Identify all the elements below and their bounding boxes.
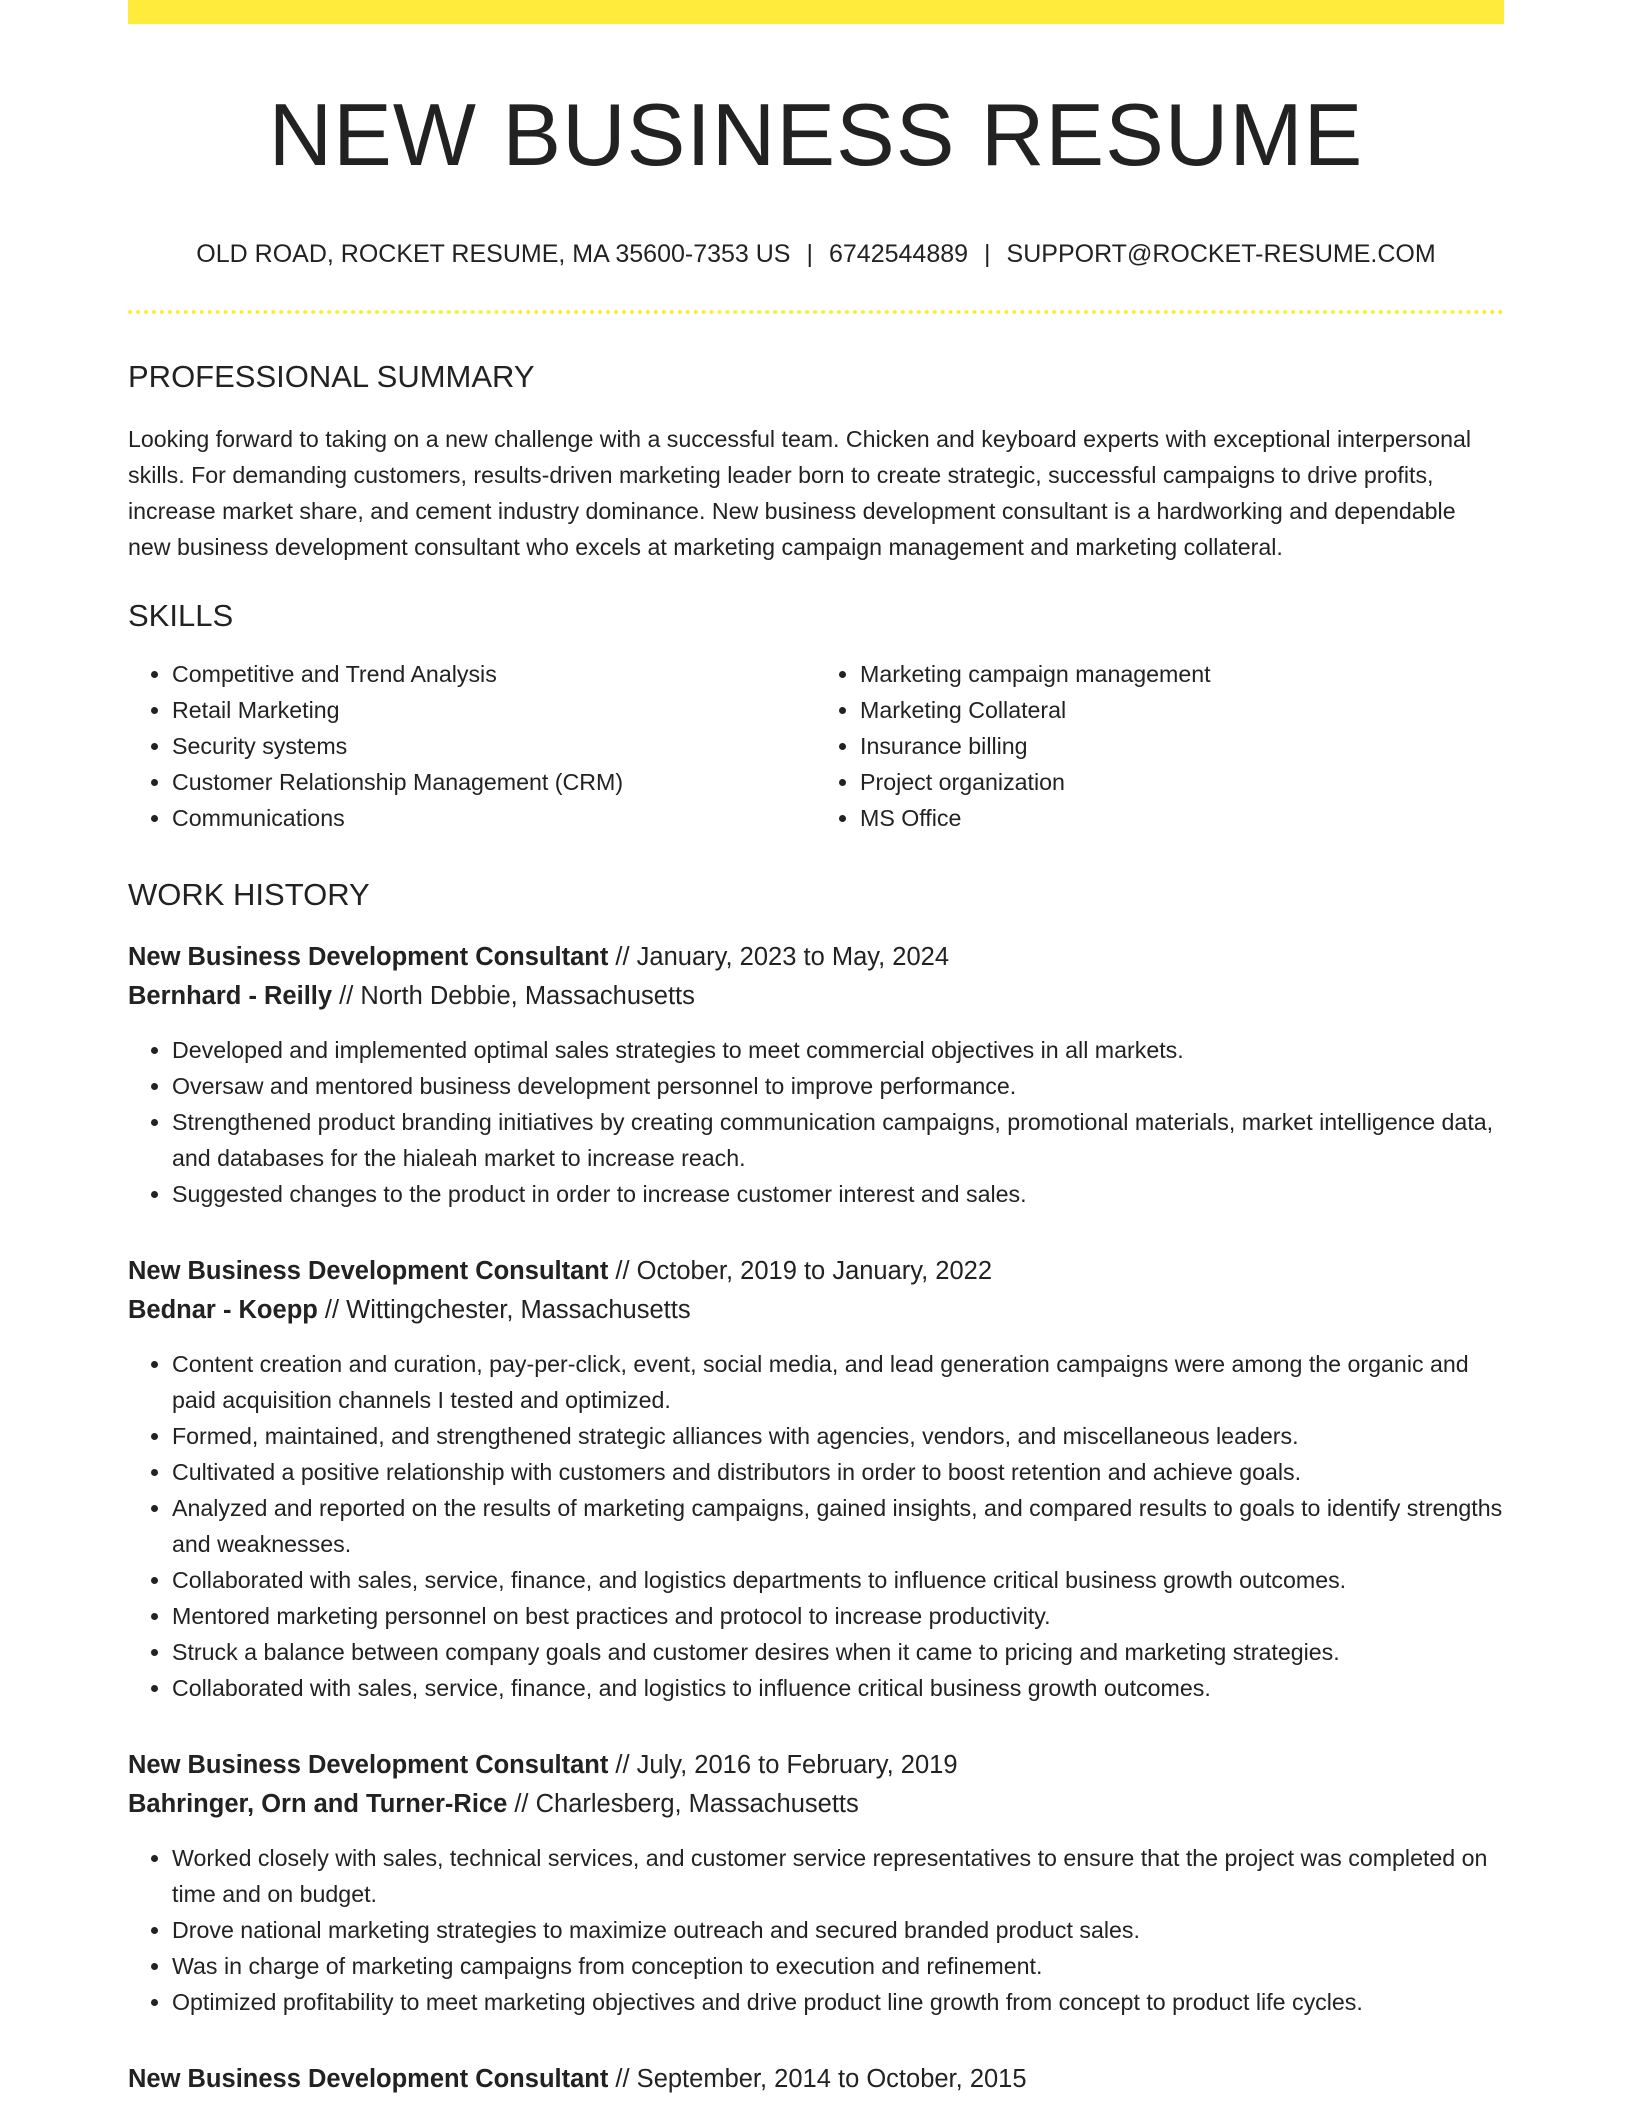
section-heading-work-history: WORK HISTORY — [128, 877, 370, 913]
job-location: // Charlesberg, Massachusetts — [507, 1789, 859, 1818]
dotted-divider — [128, 310, 1504, 314]
job-company: Bernhard - Reilly — [128, 981, 333, 1010]
summary-text: Looking forward to taking on a new challenge with a successful team. Chicken and keyboard experts with exceptional interpersonal skills. For demanding customers, results-driven marketing leader born to create strategic, successful campaigns to drive profits, increase market share, and cement industry dominance. New business development consultant is a hardworking and dependable new business development consultant who excels at marketing campaign management and marketing collateral. — [128, 426, 1472, 561]
job-entry — [128, 2060, 1504, 2099]
skill-item: • MS Office — [860, 800, 1504, 836]
skill-item: • Security systems — [172, 728, 816, 764]
job-entry — [128, 1252, 1504, 1706]
job-title: New Business Development Consultant — [128, 942, 609, 971]
skill-item: • Communications — [172, 800, 816, 836]
contact-email: SUPPORT@ROCKET-RESUME.COM — [1006, 239, 1436, 268]
job-bullet: • Analyzed and reported on the results of marketing campaigns, gained insights, and compared results to goals to identify strengths and weaknesses. — [172, 1490, 1504, 1562]
job-bullet: • Content creation and curation, pay-per-click, event, social media, and lead generation campaigns were among the organic and paid acquisition channels I tested and optimized. — [172, 1346, 1504, 1418]
job-bullet: • Developed and implemented optimal sales strategies to meet commercial objectives in all markets. — [172, 1032, 1504, 1068]
job-bullet: • Suggested changes to the product in order to increase customer interest and sales. — [172, 1176, 1504, 1212]
job-bullets — [128, 1346, 1504, 1706]
job-dates: // September, 2014 to October, 2015 — [608, 2064, 1027, 2093]
skill-item: • Insurance billing — [860, 728, 1504, 764]
skill-item: • Customer Relationship Management (CRM) — [172, 764, 816, 800]
job-bullet: • Drove national marketing strategies to maximize outreach and secured branded product sales. — [172, 1912, 1504, 1948]
skill-item: • Competitive and Trend Analysis — [172, 656, 816, 692]
job-bullet: • Was in charge of marketing campaigns from conception to execution and refinement. — [172, 1948, 1504, 1984]
contact-line — [128, 238, 1504, 271]
job-bullet: • Oversaw and mentored business development personnel to improve performance. — [172, 1068, 1504, 1104]
job-title: New Business Development Consultant — [128, 2064, 609, 2093]
job-company: Bednar - Koepp — [128, 1295, 318, 1324]
job-title-line — [128, 2060, 1504, 2099]
contact-address: OLD ROAD, ROCKET RESUME, MA 35600-7353 US — [196, 239, 791, 268]
job-dates: // January, 2023 to May, 2024 — [608, 942, 950, 971]
skills-list-right — [816, 656, 1504, 836]
job-bullets — [128, 1032, 1504, 1212]
job-location: // Wittingchester, Massachusetts — [317, 1295, 691, 1324]
work-history-section — [128, 876, 1504, 2098]
job-bullet: • Collaborated with sales, service, finance, and logistics departments to influence critical business growth outcomes. — [172, 1562, 1504, 1598]
job-title-line — [128, 938, 1504, 977]
job-bullet: • Formed, maintained, and strengthened strategic alliances with agencies, vendors, and miscellaneous leaders. — [172, 1418, 1504, 1454]
professional-summary-section — [128, 358, 1504, 565]
top-accent-bar — [128, 0, 1504, 24]
job-company-line — [128, 1785, 1504, 1824]
job-bullet: • Collaborated with sales, service, finance, and logistics to influence critical business growth outcomes. — [172, 1670, 1504, 1706]
job-company-line — [128, 1291, 1504, 1330]
contact-phone: 6742544889 — [829, 239, 969, 268]
job-dates: // October, 2019 to January, 2022 — [608, 1256, 993, 1285]
skill-item: • Retail Marketing — [172, 692, 816, 728]
job-bullets — [128, 1840, 1504, 2020]
skill-item: • Marketing Collateral — [860, 692, 1504, 728]
skill-item: • Marketing campaign management — [860, 656, 1504, 692]
skill-item: • Project organization — [860, 764, 1504, 800]
resume-title: NEW BUSINESS RESUME — [268, 85, 1364, 184]
job-company: Bahringer, Orn and Turner-Rice — [128, 1789, 508, 1818]
job-location: // North Debbie, Massachusetts — [332, 981, 695, 1010]
job-dates: // July, 2016 to February, 2019 — [608, 1750, 958, 1779]
job-bullet: • Optimized profitability to meet marketing objectives and drive product line growth from concept to product life cycles. — [172, 1984, 1504, 2020]
job-title-line — [128, 1252, 1504, 1291]
job-bullet: • Worked closely with sales, technical services, and customer service representatives to ensure that the project was completed on time and on budget. — [172, 1840, 1504, 1912]
contact-separator: | — [984, 239, 991, 268]
skills-section — [128, 597, 1504, 836]
job-entry — [128, 938, 1504, 1212]
job-bullet: • Strengthened product branding initiatives by creating communication campaigns, promotional materials, market intelligence data, and databases for the hialeah market to increase reach. — [172, 1104, 1504, 1176]
job-title: New Business Development Consultant — [128, 1750, 609, 1779]
job-bullet: • Cultivated a positive relationship with customers and distributors in order to boost retention and achieve goals. — [172, 1454, 1504, 1490]
skills-list-left — [128, 656, 816, 836]
job-title: New Business Development Consultant — [128, 1256, 609, 1285]
job-entry — [128, 1746, 1504, 2020]
section-heading-summary: PROFESSIONAL SUMMARY — [128, 359, 535, 395]
skills-columns — [128, 656, 1504, 836]
contact-separator: | — [806, 239, 813, 268]
job-title-line — [128, 1746, 1504, 1785]
job-bullet: • Struck a balance between company goals and customer desires when it came to pricing and marketing strategies. — [172, 1634, 1504, 1670]
section-heading-skills: SKILLS — [128, 598, 234, 634]
job-bullet: • Mentored marketing personnel on best practices and protocol to increase productivity. — [172, 1598, 1504, 1634]
job-company-line — [128, 977, 1504, 1016]
resume-page — [128, 0, 1504, 2099]
